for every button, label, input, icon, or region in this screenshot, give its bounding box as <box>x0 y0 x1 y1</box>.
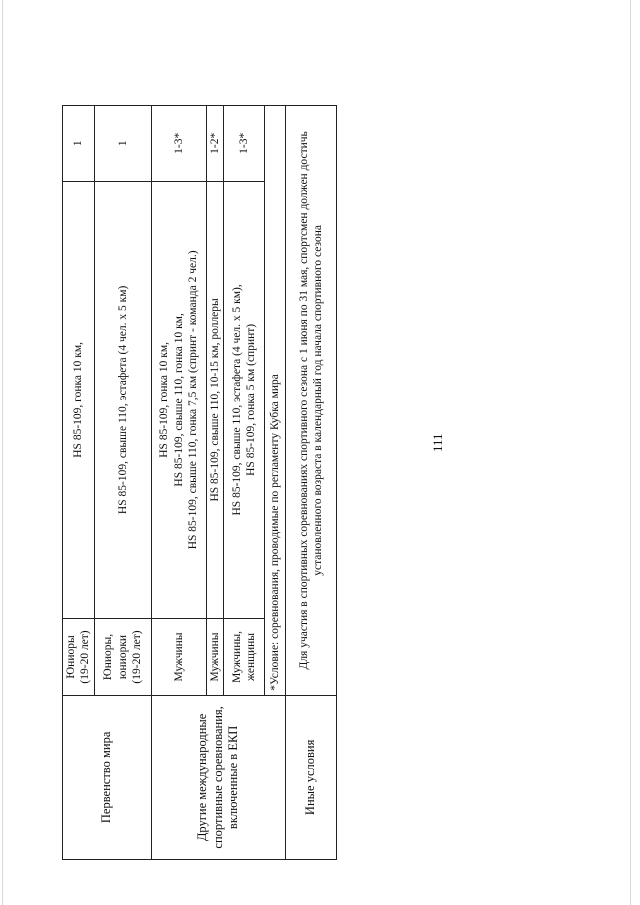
other-conditions-text: Для участия в спортивных соревнованиях спортивного сезона с 1 июня по 31 мая, спортсмен должен достичь установленного возраста в календарный год начала спортивного сезона <box>286 106 337 696</box>
footnote-cell: *Условие: соревнования, проводимые по регламенту Кубка мира <box>265 181 286 695</box>
page-number: 111 <box>430 433 445 452</box>
table-row <box>286 106 337 860</box>
rotated-table-container <box>62 105 338 860</box>
discipline-cell: HS 85-109, свыше 110, эстафета (4 чел. x 5 км) <box>94 181 151 619</box>
group-cell: Мужчины <box>151 619 206 696</box>
scan-edge-right <box>630 0 631 905</box>
discipline-cell: HS 85-109, гонка 10 км, HS 85-109, свыше 110, гонка 10 км, HS 85-109, свыше 110, гонка 7,5 км (спринт - команда 2 чел.) <box>151 181 206 619</box>
place-cell: 1-3* <box>224 106 265 182</box>
table-row <box>151 106 206 860</box>
discipline-cell: HS 85-109, свыше 110, 10-15 км, роллеры <box>206 181 223 619</box>
group-cell: Юниоры (19-20 лет) <box>63 619 95 696</box>
footnote-filler <box>265 106 286 182</box>
discipline-cell: HS 85-109, свыше 110, эстафета (4 чел. x 5 км), HS 85-109, гонка 5 км (спринт) <box>224 181 265 619</box>
sport-results-table <box>62 105 337 860</box>
place-cell: 1-2* <box>206 106 223 182</box>
place-cell: 1 <box>63 106 95 182</box>
group-cell: Мужчины <box>206 619 223 696</box>
table-row <box>63 106 95 860</box>
event-cell: Первенство мира <box>63 695 152 859</box>
group-cell: Мужчины, женщины <box>224 619 265 696</box>
scan-edge-left <box>2 0 3 905</box>
place-cell: 1-3* <box>151 106 206 182</box>
other-conditions-label: Иные условия <box>286 695 337 859</box>
group-cell: Юниоры, юниорки (19-20 лет) <box>94 619 151 696</box>
discipline-cell: HS 85-109, гонка 10 км, <box>63 181 95 619</box>
place-cell: 1 <box>94 106 151 182</box>
event-cell: Другие международные спортивные соревнования, включенные в ЕКП <box>151 695 285 859</box>
